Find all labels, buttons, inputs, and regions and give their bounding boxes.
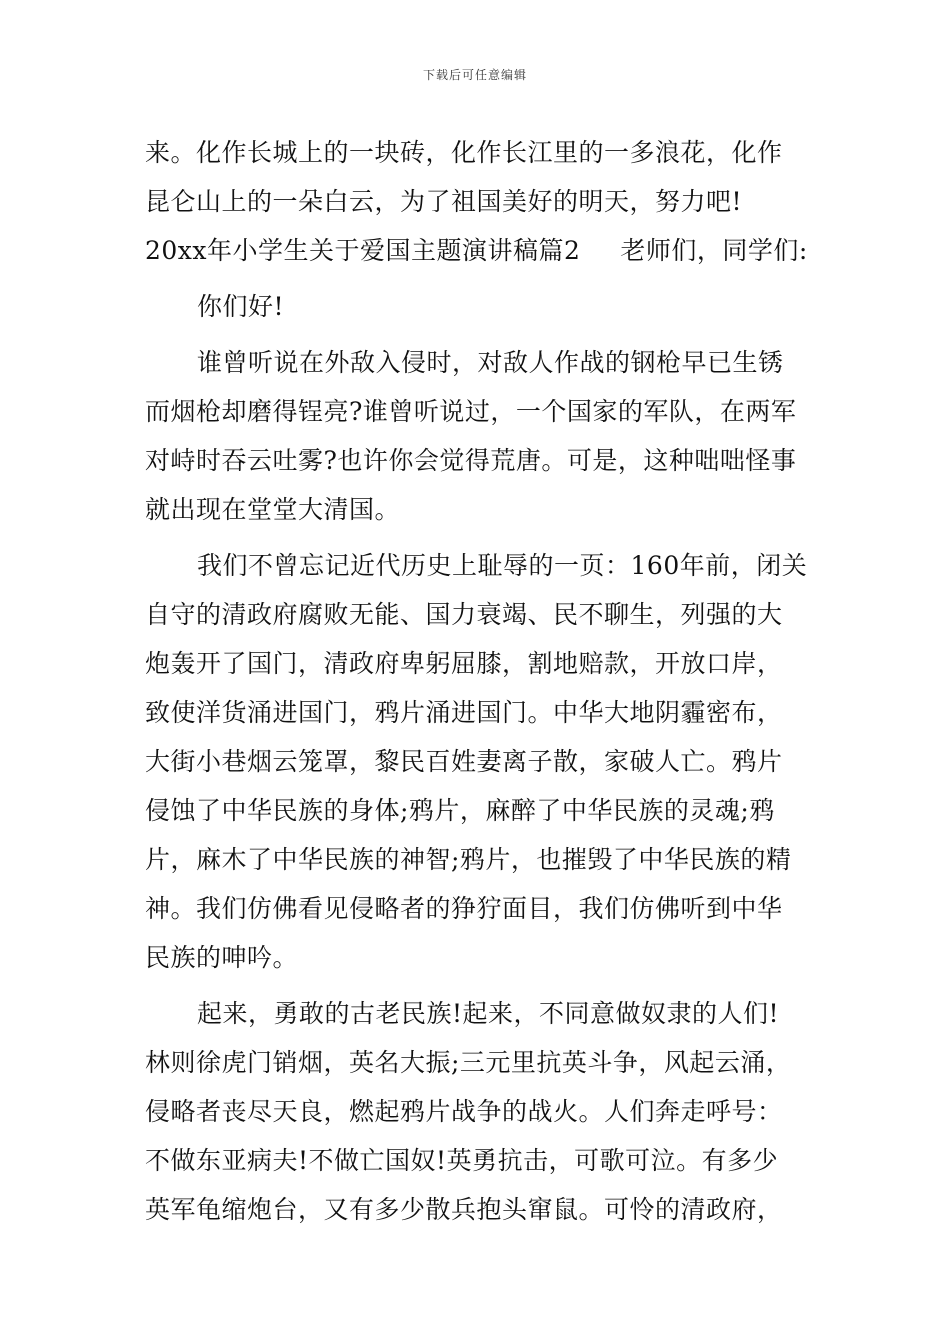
text-line: 自守的清政府腐败无能、国力衰竭、民不聊生，列强的大 xyxy=(145,600,783,629)
text-line: 致使洋货涌进国门，鸦片涌进国门。中华大地阴霾密布， xyxy=(145,698,783,727)
text-line: 侵蚀了中华民族的身体;鸦片，麻醉了中华民族的灵魂;鸦 xyxy=(145,796,775,825)
text-line: 来。化作长城上的一块砖，化作长江里的一多浪花，化作 xyxy=(145,138,783,167)
text-line: 英军龟缩炮台，又有多少散兵抱头窜鼠。可怜的清政府， xyxy=(145,1195,783,1224)
section-title: 20xx年小学生关于爱国主题演讲稿篇2 xyxy=(145,236,581,265)
text-line: 神。我们仿佛看见侵略者的狰狞面目，我们仿佛听到中华 xyxy=(145,894,783,923)
text-line: 对峙时吞云吐雾?也许你会觉得荒唐。可是，这种咄咄怪事 xyxy=(145,446,797,475)
text-line: 民族的呻吟。 xyxy=(145,943,299,972)
text-line: 炮轰开了国门，清政府卑躬屈膝，割地赔款，开放口岸， xyxy=(145,649,783,678)
text-line: 谁曾听说在外敌入侵时，对敌人作战的钢枪早已生锈 xyxy=(197,348,784,377)
text-line: 我们不曾忘记近代历史上耻辱的一页：160年前，闭关 xyxy=(197,551,808,580)
text-line: 大街小巷烟云笼罩，黎民百姓妻离子散，家破人亡。鸦片 xyxy=(145,747,783,776)
text-line: 昆仑山上的一朵白云，为了祖国美好的明天，努力吧! xyxy=(145,187,743,216)
greeting: 你们好! xyxy=(197,292,285,321)
text-line: 侵略者丧尽天良，燃起鸦片战争的战火。人们奔走呼号： xyxy=(145,1097,783,1126)
header-note: 下载后可任意编辑 xyxy=(422,68,527,82)
text-line: 而烟枪却磨得锃亮?谁曾听说过，一个国家的军队，在两军 xyxy=(145,397,797,426)
text-line: 不做东亚病夫!不做亡国奴!英勇抗击，可歌可泣。有多少 xyxy=(145,1146,779,1175)
section-title-line xyxy=(145,226,825,275)
text-line: 林则徐虎门销烟，英名大振;三元里抗英斗争，风起云涌， xyxy=(145,1048,792,1077)
body-text xyxy=(145,128,825,1234)
salutation: 老师们，同学们: xyxy=(620,236,808,265)
text-line: 片，麻木了中华民族的神智;鸦片，也摧毁了中华民族的精 xyxy=(145,845,792,874)
text-line: 起来，勇敢的古老民族!起来，不同意做奴隶的人们! xyxy=(197,999,780,1028)
text-line: 就出现在堂堂大清国。 xyxy=(145,495,401,524)
